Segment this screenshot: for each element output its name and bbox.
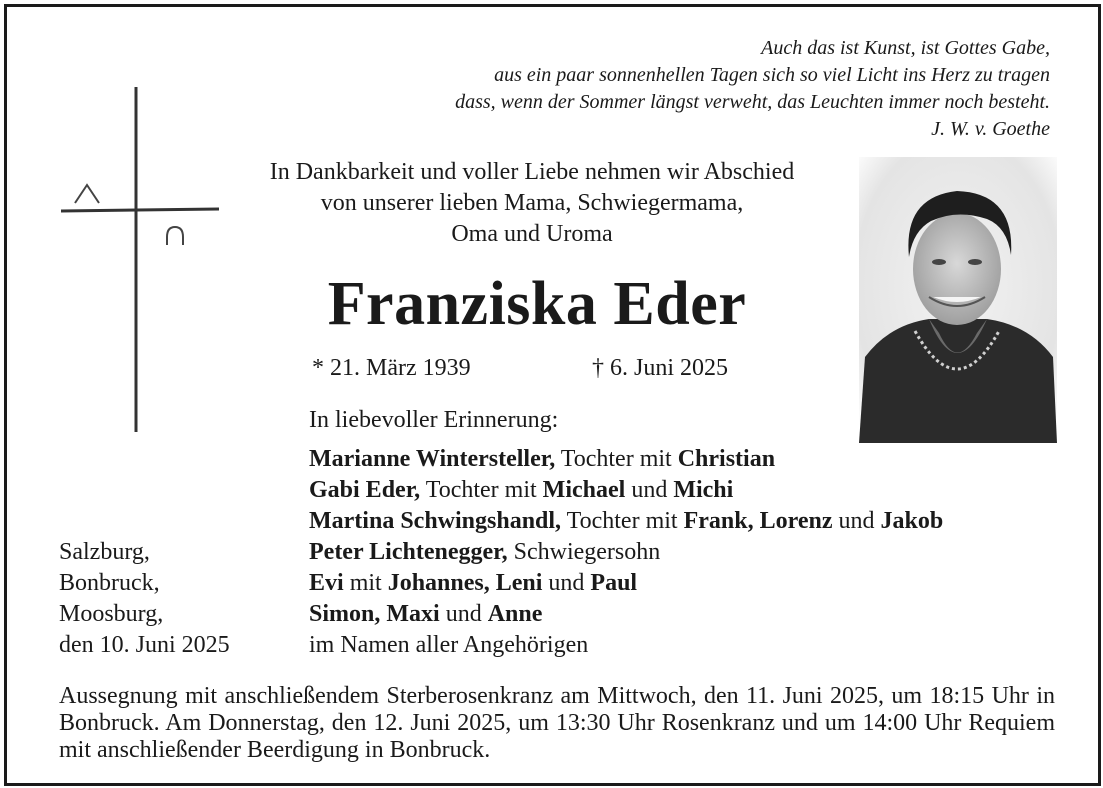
- mourner-relation: und: [439, 601, 488, 627]
- mourner-relation: Tochter mit: [420, 477, 543, 503]
- obituary-card: [4, 4, 1101, 786]
- mourner-name: Martina Schwingshandl,: [309, 508, 562, 534]
- mourner-name: Michi: [673, 477, 734, 503]
- mourners-list: [309, 444, 943, 661]
- place-line: Bonbruck,: [59, 570, 160, 596]
- place-line: Salzburg,: [59, 539, 150, 565]
- intro-line: In Dankbarkeit und voller Liebe nehmen wir Abschied: [269, 159, 795, 185]
- mourner-name: Peter Lichtenegger,: [309, 539, 508, 565]
- deceased-name: Franziska Eder: [327, 270, 747, 338]
- mourner-name: Evi: [309, 570, 344, 596]
- mourner-relation: mit: [343, 570, 388, 596]
- mourner-relation: und: [832, 508, 881, 534]
- mourner-line: [309, 444, 943, 475]
- intro-text: [212, 157, 852, 250]
- intro-line: Oma und Uroma: [451, 221, 613, 247]
- mourner-line: [309, 475, 943, 506]
- funeral-notice: Aussegnung mit anschließendem Sterberosenkranz am Mittwoch, den 11. Juni 2025, um 18:15 Uhr in Bonbruck. Am Donnerstag, den 12. Juni 2025, um 13:30 Uhr Rosenkranz und um 14:00 Uhr Requiem mit anschließender Beerdigung in Bonbruck.: [59, 683, 1055, 763]
- place-and-date: [59, 537, 230, 661]
- goethe-quote: [455, 35, 1050, 143]
- mourner-name: Frank, Lorenz: [683, 508, 833, 534]
- quote-author: J. W. v. Goethe: [931, 118, 1050, 140]
- mourner-name: Marianne Wintersteller,: [309, 446, 556, 472]
- mourner-relation: und: [542, 570, 591, 596]
- mourner-relation: Tochter mit: [555, 446, 678, 472]
- mourner-relation: Tochter mit: [561, 508, 684, 534]
- mourner-line: [309, 537, 943, 568]
- mourner-relation: im Namen aller Angehörigen: [309, 632, 589, 658]
- mourner-name: Jakob: [880, 508, 944, 534]
- portrait-photo: [859, 157, 1057, 443]
- quote-line: aus ein paar sonnenhellen Tagen sich so viel Licht ins Herz zu tragen: [494, 64, 1050, 86]
- birth-date: * 21. März 1939: [312, 355, 471, 381]
- mourner-name: Johannes, Leni: [387, 570, 543, 596]
- mourner-name: Simon, Maxi: [309, 601, 440, 627]
- mourner-name: Christian: [677, 446, 776, 472]
- mourner-name: Gabi Eder,: [309, 477, 421, 503]
- mourner-name: Michael: [542, 477, 626, 503]
- death-date: † 6. Juni 2025: [592, 355, 729, 381]
- mourner-line: [309, 568, 943, 599]
- mourner-name: Paul: [590, 570, 638, 596]
- mourner-relation: Schwiegersohn: [507, 539, 661, 565]
- memory-label: In liebevoller Erinnerung:: [309, 407, 559, 433]
- quote-line: Auch das ist Kunst, ist Gottes Gabe,: [761, 37, 1050, 59]
- mourner-line: [309, 630, 943, 661]
- alpha-omega-cross-icon: [57, 87, 227, 437]
- place-line: Moosburg,: [59, 601, 164, 627]
- intro-line: von unserer lieben Mama, Schwiegermama,: [320, 190, 744, 216]
- mourner-name: Anne: [487, 601, 543, 627]
- quote-line: dass, wenn der Sommer längst verweht, das Leuchten immer noch besteht.: [455, 91, 1050, 113]
- mourner-line: [309, 599, 943, 630]
- mourner-line: [309, 506, 943, 537]
- mourner-relation: und: [625, 477, 674, 503]
- place-line: den 10. Juni 2025: [59, 632, 230, 658]
